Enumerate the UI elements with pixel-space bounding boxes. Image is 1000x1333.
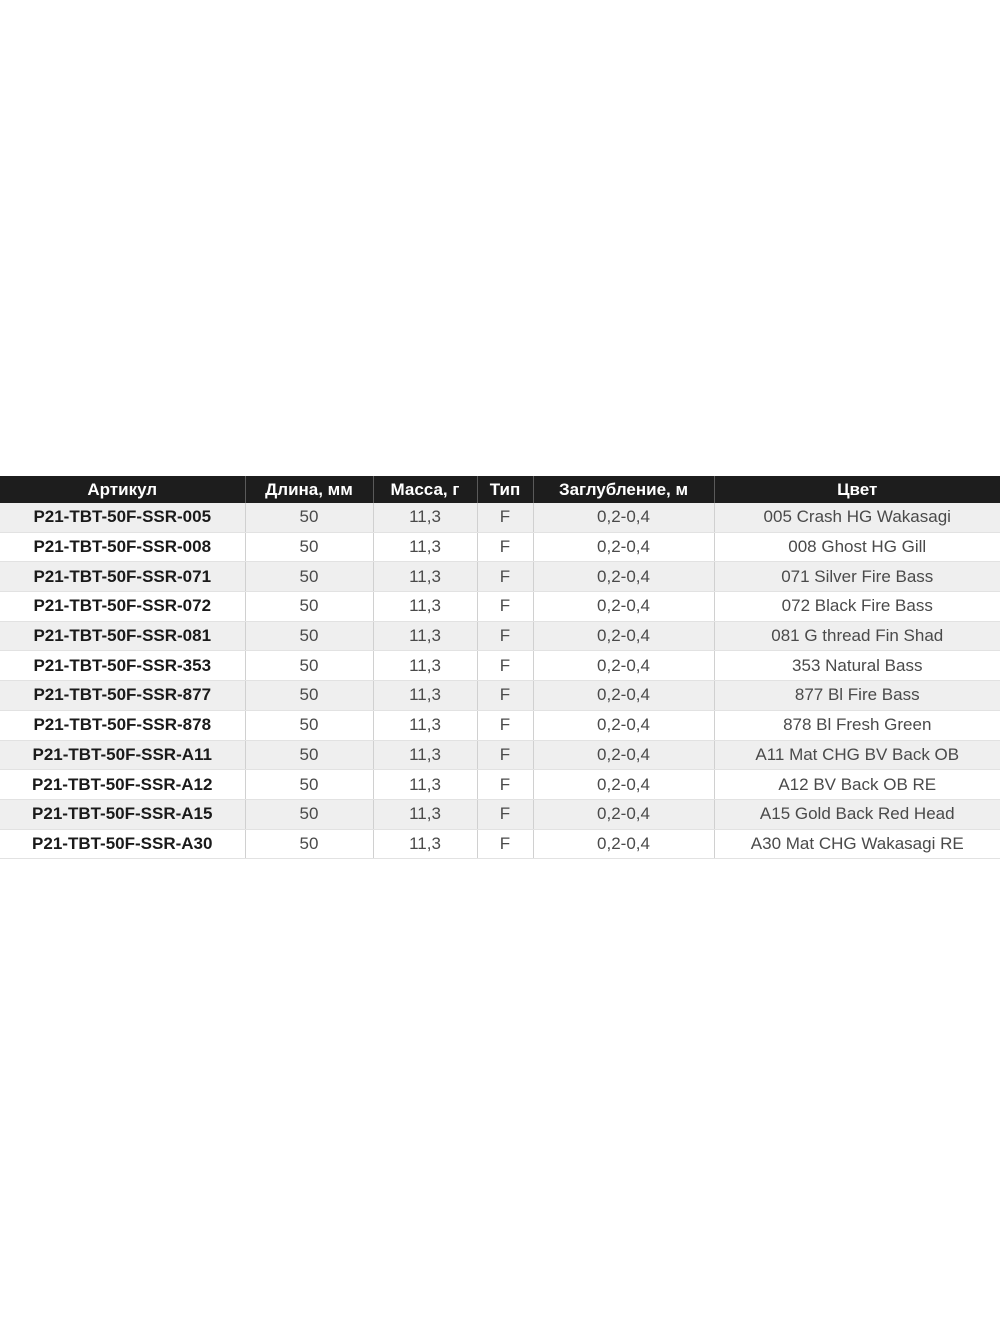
cell-length: 50 [245,651,373,681]
cell-length: 50 [245,592,373,622]
cell-depth: 0,2-0,4 [533,562,714,592]
cell-type: F [477,503,533,532]
cell-article: P21-TBT-50F-SSR-353 [0,651,245,681]
table-row [0,651,1000,681]
cell-article: P21-TBT-50F-SSR-878 [0,710,245,740]
cell-type: F [477,562,533,592]
cell-type: F [477,651,533,681]
cell-color: A11 Mat CHG BV Back OB [714,740,1000,770]
cell-depth: 0,2-0,4 [533,710,714,740]
cell-type: F [477,532,533,562]
table-header [0,476,1000,503]
cell-length: 50 [245,799,373,829]
cell-type: F [477,799,533,829]
cell-article: P21-TBT-50F-SSR-081 [0,621,245,651]
cell-color: 008 Ghost HG Gill [714,532,1000,562]
cell-mass: 11,3 [373,799,477,829]
cell-type: F [477,829,533,859]
cell-depth: 0,2-0,4 [533,651,714,681]
cell-length: 50 [245,532,373,562]
cell-color: 071 Silver Fire Bass [714,562,1000,592]
table-row [0,681,1000,711]
cell-mass: 11,3 [373,503,477,532]
header-article: Артикул [0,476,245,503]
cell-color: 081 G thread Fin Shad [714,621,1000,651]
table-row [0,740,1000,770]
cell-color: 877 Bl Fire Bass [714,681,1000,711]
cell-length: 50 [245,829,373,859]
header-color: Цвет [714,476,1000,503]
cell-depth: 0,2-0,4 [533,799,714,829]
cell-article: P21-TBT-50F-SSR-071 [0,562,245,592]
cell-article: P21-TBT-50F-SSR-A30 [0,829,245,859]
cell-mass: 11,3 [373,532,477,562]
cell-mass: 11,3 [373,651,477,681]
cell-depth: 0,2-0,4 [533,503,714,532]
cell-color: 353 Natural Bass [714,651,1000,681]
cell-depth: 0,2-0,4 [533,829,714,859]
cell-color: A15 Gold Back Red Head [714,799,1000,829]
table-row [0,770,1000,800]
cell-length: 50 [245,562,373,592]
table-row [0,799,1000,829]
cell-color: 005 Crash HG Wakasagi [714,503,1000,532]
cell-color: A30 Mat CHG Wakasagi RE [714,829,1000,859]
header-type: Тип [477,476,533,503]
cell-length: 50 [245,740,373,770]
cell-mass: 11,3 [373,710,477,740]
table-row [0,621,1000,651]
cell-depth: 0,2-0,4 [533,740,714,770]
cell-length: 50 [245,710,373,740]
cell-depth: 0,2-0,4 [533,621,714,651]
cell-type: F [477,710,533,740]
table-body [0,503,1000,859]
spec-table [0,476,1000,859]
header-depth: Заглубление, м [533,476,714,503]
cell-article: P21-TBT-50F-SSR-005 [0,503,245,532]
table-row [0,562,1000,592]
cell-mass: 11,3 [373,592,477,622]
cell-depth: 0,2-0,4 [533,770,714,800]
cell-mass: 11,3 [373,621,477,651]
table-row [0,592,1000,622]
table-row [0,532,1000,562]
cell-mass: 11,3 [373,829,477,859]
table-row [0,829,1000,859]
cell-article: P21-TBT-50F-SSR-A11 [0,740,245,770]
cell-type: F [477,740,533,770]
cell-type: F [477,621,533,651]
cell-length: 50 [245,770,373,800]
cell-mass: 11,3 [373,770,477,800]
cell-depth: 0,2-0,4 [533,532,714,562]
cell-article: P21-TBT-50F-SSR-A12 [0,770,245,800]
cell-color: A12 BV Back OB RE [714,770,1000,800]
cell-color: 878 Bl Fresh Green [714,710,1000,740]
cell-article: P21-TBT-50F-SSR-A15 [0,799,245,829]
spec-table-container [0,476,1000,859]
cell-type: F [477,770,533,800]
header-length: Длина, мм [245,476,373,503]
cell-mass: 11,3 [373,681,477,711]
cell-length: 50 [245,681,373,711]
cell-type: F [477,592,533,622]
table-row [0,710,1000,740]
cell-length: 50 [245,503,373,532]
cell-color: 072 Black Fire Bass [714,592,1000,622]
cell-article: P21-TBT-50F-SSR-072 [0,592,245,622]
header-mass: Масса, г [373,476,477,503]
cell-article: P21-TBT-50F-SSR-008 [0,532,245,562]
cell-article: P21-TBT-50F-SSR-877 [0,681,245,711]
cell-depth: 0,2-0,4 [533,681,714,711]
cell-length: 50 [245,621,373,651]
cell-type: F [477,681,533,711]
cell-depth: 0,2-0,4 [533,592,714,622]
table-row [0,503,1000,532]
header-row [0,476,1000,503]
cell-mass: 11,3 [373,740,477,770]
cell-mass: 11,3 [373,562,477,592]
